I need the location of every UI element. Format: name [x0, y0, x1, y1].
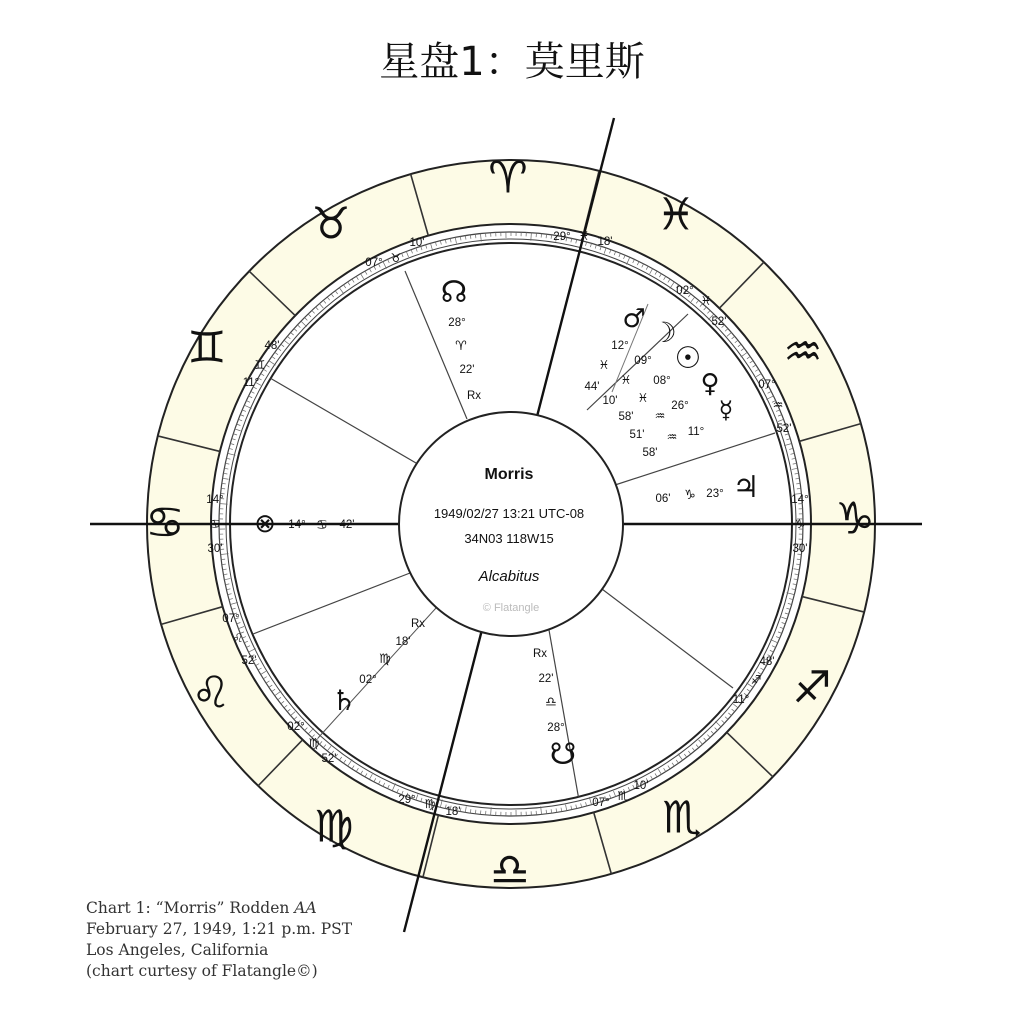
jupiter-degree: 23° [706, 488, 724, 500]
north-node-icon: ☊ [440, 275, 468, 310]
watermark: © Flatangle [482, 602, 540, 614]
cusp8-minute: 52' [776, 423, 792, 435]
virgo-glyph: ♍ [314, 801, 354, 853]
dsc-degree: 14° [791, 494, 809, 506]
cusp2-minute: 52' [241, 655, 257, 667]
sun-degree: 08° [653, 375, 671, 387]
cusp6-minute: 48' [759, 656, 775, 668]
mars-minute: 44' [584, 381, 600, 393]
part-of-fortune-degree: 14° [288, 519, 306, 531]
mars-sign: ♓ [598, 358, 610, 372]
sun-sign: ♓ [637, 391, 649, 405]
moon-degree: 09° [634, 355, 652, 367]
cusp6-sign: ♐ [750, 673, 762, 687]
chart-datetime: 1949/02/27 13:21 UTC-08 [433, 506, 585, 521]
cusp11-sign: ♉ [390, 251, 402, 265]
leo-glyph: ♌ [191, 667, 231, 719]
venus-degree: 26° [671, 400, 689, 412]
libra-glyph: ♎ [490, 844, 530, 896]
moon-minute: 10' [602, 395, 618, 407]
sun-minute: 58' [618, 411, 634, 423]
venus-sign: ♒ [654, 409, 666, 423]
caption-line-3: Los Angeles, California [86, 941, 269, 959]
north-node-rx: Rx [466, 390, 482, 402]
caption-rating: AA [294, 899, 317, 917]
moon-sign: ♓ [620, 373, 632, 387]
cusp9-degree: 02° [676, 285, 694, 297]
cusp5-sign: ♏ [617, 789, 629, 803]
venus-icon: ♀ [700, 369, 720, 399]
scorpio-glyph: ♏ [662, 792, 702, 844]
mercury-icon: ☿ [718, 396, 734, 424]
caption-line-4: (chart curtesy of Flatangle©) [86, 962, 318, 980]
cusp12-minute: 48' [264, 340, 280, 352]
south-node-sign: ♎ [545, 695, 557, 710]
part-of-fortune-icon: ⊗ [254, 509, 276, 539]
aquarius-glyph: ♒ [783, 326, 823, 378]
cusp5-minute: 10' [633, 780, 649, 792]
sagittarius-glyph: ♐ [792, 662, 832, 714]
cancer-glyph: ♋ [145, 497, 185, 549]
south-node-degree: 28° [547, 722, 565, 734]
chart-caption [86, 898, 352, 982]
moon-icon: ☽ [651, 316, 677, 349]
house-system: Alcabitus [478, 568, 540, 585]
saturn-degree: 02° [359, 674, 377, 686]
caption-line-1 [86, 898, 352, 919]
part-of-fortune-minute: 42' [339, 519, 355, 531]
saturn-rx: Rx [410, 618, 426, 630]
cusp3-sign: ♍ [308, 736, 320, 750]
venus-minute: 51' [629, 429, 645, 441]
dsc-minute: 30' [792, 543, 808, 555]
cusp2-sign: ♌ [232, 631, 244, 645]
asc-sign: ♋ [209, 517, 221, 531]
cusp9-minute: 52' [711, 316, 727, 328]
cusp11-minute: 10' [409, 237, 425, 249]
cusp12-sign: ♊ [254, 358, 266, 372]
taurus-glyph: ♉ [311, 198, 351, 250]
page-title: 星盘1：莫里斯 [379, 39, 645, 85]
north-node-minute: 22' [459, 364, 475, 376]
part-of-fortune-sign: ♋ [316, 518, 328, 533]
caption-title: Chart 1: “Morris” Rodden [86, 899, 295, 917]
caption-line-2: February 27, 1949, 1:21 p.m. PST [86, 920, 353, 938]
north-node-sign: ♈ [455, 339, 467, 354]
asc-degree: 14° [206, 494, 224, 506]
cusp8-sign: ♒ [772, 398, 784, 412]
mars-degree: 12° [611, 340, 629, 352]
cusp12-degree: 11° [242, 377, 260, 389]
mars-icon: ♂ [622, 304, 646, 334]
south-node-rx: Rx [532, 648, 548, 660]
saturn-sign: ♍ [379, 652, 391, 667]
mercury-degree: 11° [687, 426, 705, 438]
cusp3-degree: 02° [287, 721, 305, 733]
cusp6-degree: 11° [732, 694, 750, 706]
chart-coords: 34N03 118W15 [464, 531, 554, 546]
mc-degree: 29° [553, 231, 571, 243]
ic-minute: 18' [445, 806, 461, 818]
sun-icon: ☉ [674, 341, 702, 376]
cusp2-degree: 07° [222, 613, 240, 625]
mercury-minute: 58' [642, 447, 658, 459]
aries-glyph: ♈ [488, 152, 528, 204]
south-node-minute: 22' [538, 673, 554, 685]
mc-sign: ♓ [578, 229, 590, 243]
jupiter-icon: ♃ [732, 470, 760, 505]
asc-minute: 30' [207, 543, 223, 555]
dsc-sign: ♑ [794, 517, 806, 531]
ic-sign: ♍ [424, 797, 436, 811]
cusp9-sign: ♓ [700, 294, 712, 308]
mercury-sign: ♒ [666, 430, 678, 444]
south-node-icon: ☋ [549, 737, 577, 772]
jupiter-minute: 06' [655, 493, 671, 505]
cusp3-minute: 52' [321, 753, 337, 765]
cusp8-degree: 07° [758, 379, 776, 391]
ic-degree: 29° [398, 794, 416, 806]
cusp11-degree: 07° [365, 257, 383, 269]
saturn-minute: 18' [395, 636, 411, 648]
north-node-degree: 28° [448, 317, 466, 329]
chart-name: Morris [484, 466, 534, 483]
jupiter-sign: ♑ [684, 488, 696, 503]
cusp5-degree: 07° [592, 797, 610, 809]
mc-minute: 18' [597, 236, 613, 248]
pisces-glyph: ♓ [656, 189, 696, 241]
capricorn-glyph: ♑ [835, 493, 875, 545]
gemini-glyph: ♊ [187, 322, 227, 374]
saturn-icon: ♄ [331, 684, 357, 717]
